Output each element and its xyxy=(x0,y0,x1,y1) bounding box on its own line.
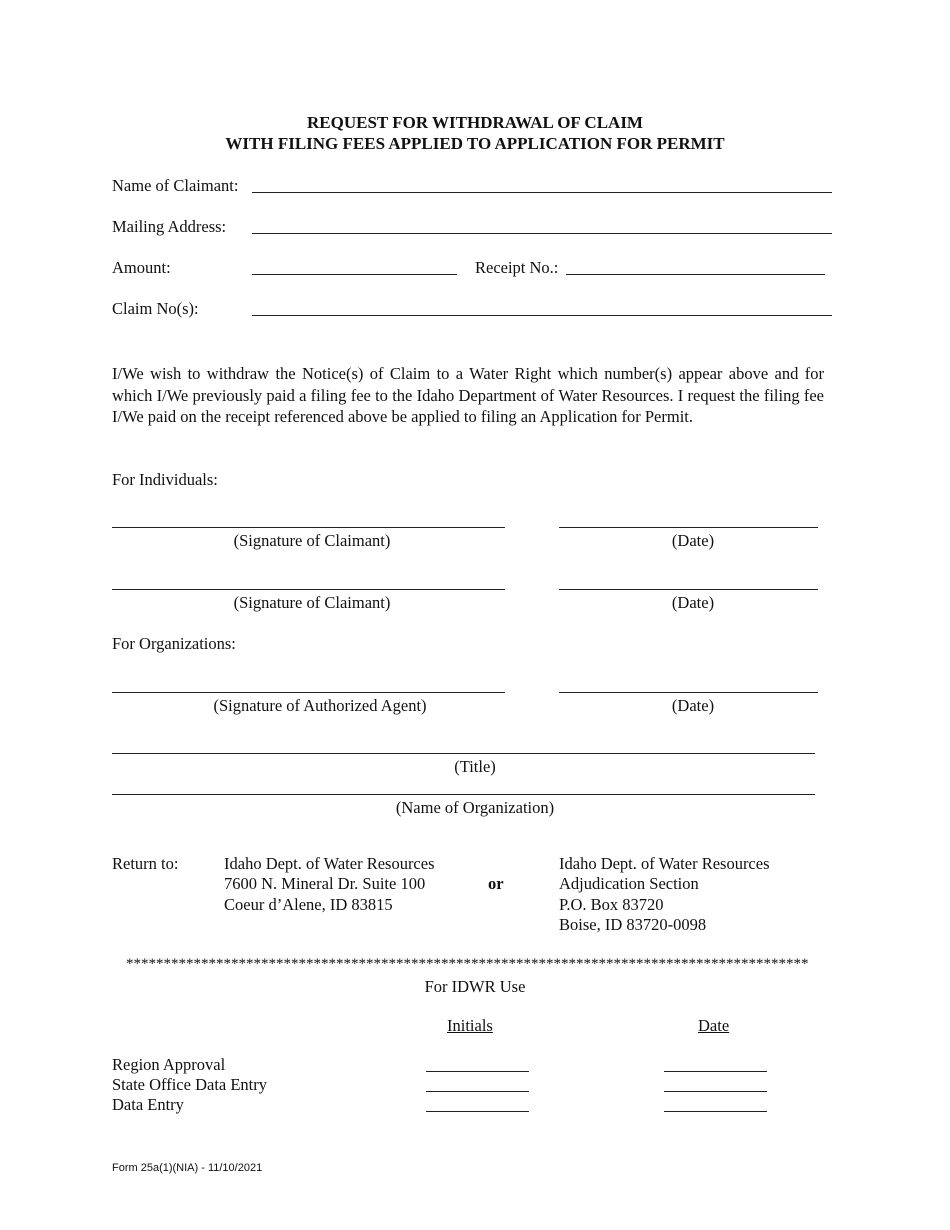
form-number-footer: Form 25a(1)(NIA) - 11/10/2021 xyxy=(112,1162,263,1174)
name-of-claimant-label: Name of Claimant: xyxy=(112,176,239,195)
date-caption-1: (Date) xyxy=(671,531,715,550)
data-entry-date-line[interactable] xyxy=(664,1111,767,1112)
mailing-address-field[interactable] xyxy=(252,233,832,234)
date-caption-2: (Date) xyxy=(671,593,715,612)
claimant-signature-line-2[interactable] xyxy=(112,589,505,590)
region-approval-date-line[interactable] xyxy=(664,1071,767,1072)
claimant-date-line-1[interactable] xyxy=(559,527,818,528)
signature-of-agent-caption: (Signature of Authorized Agent) xyxy=(213,696,427,715)
claimant-signature-line-1[interactable] xyxy=(112,527,505,528)
asterisk-separator: ******************************************************************************************* xyxy=(126,956,809,972)
form-title-line2: WITH FILING FEES APPLIED TO APPLICATION FOR PERMIT xyxy=(225,134,725,153)
organization-name-caption: (Name of Organization) xyxy=(395,798,555,817)
claim-no-field[interactable] xyxy=(252,315,832,316)
signature-of-claimant-caption-2: (Signature of Claimant) xyxy=(233,593,391,612)
address1-line3: Coeur d’Alene, ID 83815 xyxy=(224,895,393,914)
agent-date-line[interactable] xyxy=(559,692,818,693)
office-use-heading: For IDWR Use xyxy=(424,977,526,996)
signature-of-claimant-caption-1: (Signature of Claimant) xyxy=(233,531,391,550)
name-of-claimant-field[interactable] xyxy=(252,192,832,193)
state-office-date-line[interactable] xyxy=(664,1091,767,1092)
receipt-no-field[interactable] xyxy=(566,274,825,275)
amount-label: Amount: xyxy=(112,258,171,277)
form-title-line1: REQUEST FOR WITHDRAWAL OF CLAIM xyxy=(307,113,643,132)
initials-column-header: Initials xyxy=(447,1016,493,1035)
date-column-header: Date xyxy=(698,1016,730,1035)
or-separator: or xyxy=(488,874,504,893)
withdrawal-statement: I/We wish to withdraw the Notice(s) of Claim to a Water Right which number(s) appear above and for which I/We previously paid a filing fee to the Idaho Department of Water Resources. I request the filing fee I/We paid on the receipt referenced above be applied to filing an Application for Permit. xyxy=(112,364,824,426)
data-entry-label: Data Entry xyxy=(112,1095,184,1114)
address1-line1: Idaho Dept. of Water Resources xyxy=(224,854,435,873)
region-approval-label: Region Approval xyxy=(112,1055,226,1074)
state-office-data-entry-label: State Office Data Entry xyxy=(112,1075,268,1094)
region-approval-initials-line[interactable] xyxy=(426,1071,529,1072)
agent-date-caption: (Date) xyxy=(671,696,715,715)
address1-line2: 7600 N. Mineral Dr. Suite 100 xyxy=(224,874,426,893)
title-caption: (Title) xyxy=(454,757,496,776)
agent-signature-line[interactable] xyxy=(112,692,505,693)
amount-field[interactable] xyxy=(252,274,457,275)
address2-line3: P.O. Box 83720 xyxy=(559,895,664,914)
claimant-date-line-2[interactable] xyxy=(559,589,818,590)
claim-no-label: Claim No(s): xyxy=(112,299,199,318)
address2-line2: Adjudication Section xyxy=(559,874,699,893)
data-entry-initials-line[interactable] xyxy=(426,1111,529,1112)
address2-line4: Boise, ID 83720-0098 xyxy=(559,915,707,934)
address2-line1: Idaho Dept. of Water Resources xyxy=(559,854,770,873)
individuals-heading: For Individuals: xyxy=(112,470,218,489)
state-office-initials-line[interactable] xyxy=(426,1091,529,1092)
receipt-no-label: Receipt No.: xyxy=(475,258,559,277)
mailing-address-label: Mailing Address: xyxy=(112,217,227,236)
return-to-label: Return to: xyxy=(112,854,179,873)
organization-name-line[interactable] xyxy=(112,794,815,795)
title-line[interactable] xyxy=(112,753,815,754)
organizations-heading: For Organizations: xyxy=(112,634,236,653)
